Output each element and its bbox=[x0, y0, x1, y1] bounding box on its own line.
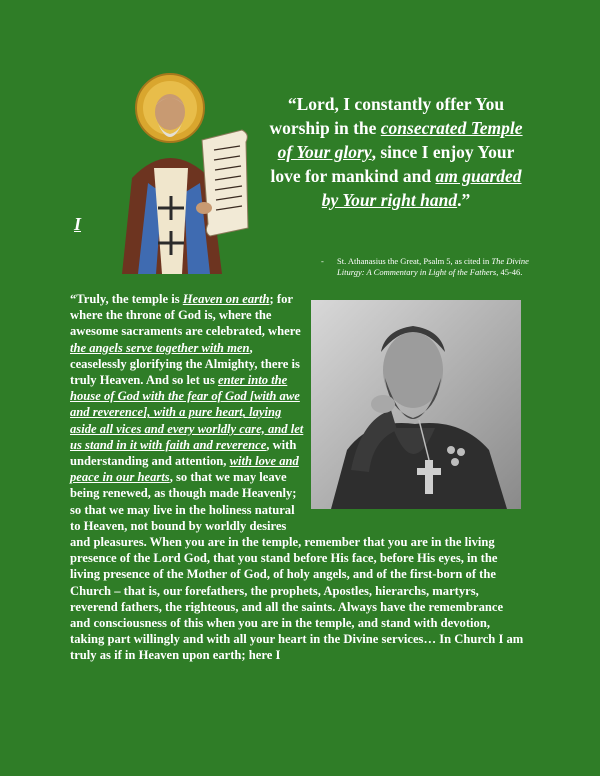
body-emphasis-enter: enter into the house of God with the fear of God [with awe and reverence], with a pure heart, laying aside all vices and every worldly care, and let us stand in it with faith and reverence bbox=[70, 373, 304, 452]
citation-author: St. Athanasius the Great, Psalm 5, as cited in bbox=[337, 256, 492, 266]
body-emphasis-love: with love and peace in our hearts bbox=[70, 454, 299, 485]
quote-emphasis-temple: consecrated Temple of Your glory bbox=[277, 118, 523, 162]
quote-emphasis-hand: am guarded by Your right hand bbox=[321, 166, 522, 210]
saint-icon-image bbox=[92, 68, 262, 274]
body-text-4: , with understanding and attention, bbox=[70, 437, 297, 469]
citation-book-title: The Divine Liturgy: A Commentary in Light of the Fathers bbox=[337, 256, 529, 277]
body-quotation bbox=[70, 291, 526, 664]
quote-text-end: .” bbox=[457, 190, 471, 210]
citation-pages: , 45-46. bbox=[496, 267, 523, 277]
body-emphasis-angels: the angels serve together with men bbox=[70, 340, 250, 355]
body-text-5: , so that we may leave being renewed, as though made Heavenly; so that we may live in the holiness natural to Heaven, not bound by worldly desires and pleasures. When you are in the temple, remember that you are in the living presence of the Lord God, that you stand before His face, before His eyes, in the living presence of the Mother of God, of holy angels, and of the first-born of the Church – that is, our forefathers, the prophets, Apostles, hierarchs, martyrs, reverend fathers, the righteous, and all the saints. Always have the remembrance and consciousness of this when you are in the temple, and stand with devotion, taking part willingly and with all your heart in the Divine services… In Church I am truly as if in Heaven upon earth; here I bbox=[70, 470, 524, 663]
quote-text-start: “Lord, I constantly offer You worship in the bbox=[269, 94, 505, 138]
body-text-3: , ceaselessly glorifying the Almighty, there is truly Heaven. And so let us bbox=[70, 340, 300, 388]
body-text-1: “Truly, the temple is bbox=[70, 292, 183, 306]
quote-citation bbox=[321, 256, 542, 278]
quote-text-middle: , since I enjoy Your love for mankind and bbox=[270, 142, 515, 186]
body-text-2: ; for where the throne of God is, where the awesome sacraments are celebrated, where bbox=[70, 292, 301, 339]
featured-quote bbox=[262, 92, 530, 212]
citation-dash: - bbox=[321, 256, 324, 266]
drop-cap-letter: I bbox=[74, 214, 82, 234]
body-emphasis-heaven: Heaven on earth bbox=[182, 292, 270, 306]
